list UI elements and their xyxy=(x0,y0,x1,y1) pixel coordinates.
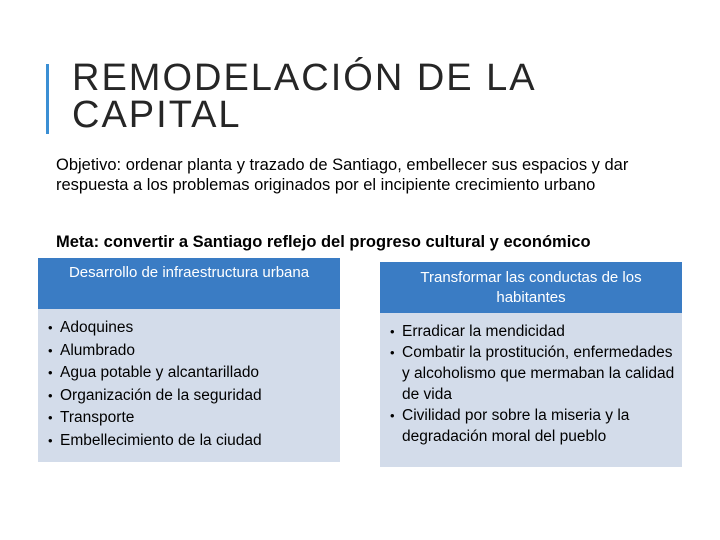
meta-paragraph: Meta: convertir a Santiago reflejo del progreso cultural y económico xyxy=(56,233,591,251)
bullet-icon: • xyxy=(48,432,53,448)
objective-paragraph xyxy=(56,155,696,195)
title-accent-bar xyxy=(46,64,49,134)
list-item: • Erradicar la mendicidad xyxy=(390,323,565,340)
slide-title: REMODELACIÓN DE LA CAPITAL xyxy=(72,57,535,136)
bullet-icon: • xyxy=(390,408,395,423)
bullet-icon: • xyxy=(390,324,395,339)
behavior-list xyxy=(380,313,682,447)
bullet-icon: • xyxy=(390,345,395,360)
list-item: • Adoquines xyxy=(46,317,340,340)
behavior-card xyxy=(380,262,682,467)
list-item: • Transporte xyxy=(46,407,340,430)
list-item: • Civilidad por sobre la miseria y la degradación moral del pueblo xyxy=(390,407,630,445)
list-item: • Combatir la prostitución, enfermedades y alcoholismo que mermaban la calidad de vida xyxy=(390,344,675,403)
list-item: • Alumbrado xyxy=(46,340,340,363)
list-item: • Agua potable y alcantarillado xyxy=(46,362,340,385)
objective-text: : ordenar planta y trazado de Santiago, embellecer sus espacios y dar respuesta a los problemas originados por el incipiente crecimiento urbano xyxy=(56,156,629,194)
bullet-icon: • xyxy=(48,320,53,335)
infrastructure-card-header: Desarrollo de infraestructura urbana xyxy=(38,258,340,309)
behavior-card-header: Transformar las conductas de los habitantes xyxy=(380,262,682,313)
bullet-icon: • xyxy=(48,365,53,381)
infrastructure-list xyxy=(38,309,340,453)
objective-label: Objetivo xyxy=(56,156,117,174)
infrastructure-card xyxy=(38,258,340,462)
bullet-icon: • xyxy=(48,410,53,426)
list-item: • Embellecimiento de la ciudad xyxy=(46,430,340,453)
bullet-icon: • xyxy=(48,342,53,358)
list-item: • Organización de la seguridad xyxy=(46,385,340,408)
bullet-icon: • xyxy=(48,387,53,403)
